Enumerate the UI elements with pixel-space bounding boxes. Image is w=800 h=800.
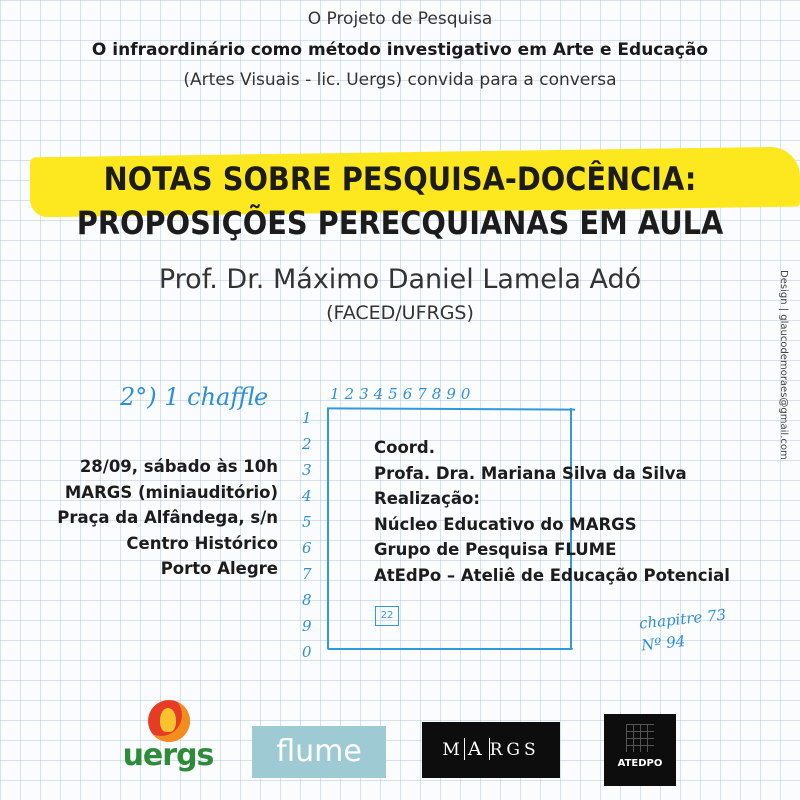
corner-note-line-1: chapitre 73	[638, 605, 727, 633]
margs-letter-a: A	[464, 738, 490, 760]
handwritten-ruler-left	[302, 405, 320, 665]
event-date-time: 28/09, sábado às 10h	[79, 457, 278, 476]
ruler-number: 7	[302, 565, 312, 583]
ruler-number: 1	[302, 409, 312, 427]
event-city: Porto Alegre	[160, 559, 278, 578]
design-credit: Design | glaucodemoraes@gmail.com	[778, 270, 789, 460]
intro-invitation: (Artes Visuais - lic. Uergs) convida para a conversa	[183, 70, 617, 90]
ruler-number: 0	[302, 643, 312, 661]
atedpo-logo	[604, 714, 676, 786]
talk-title-line-1: NOTAS SOBRE PESQUISA-DOCÊNCIA:	[103, 160, 697, 198]
handwritten-note: 2°) 1 chaffle	[120, 383, 269, 411]
coord-label: Coord.	[374, 438, 435, 457]
ruler-number: 6	[302, 539, 312, 557]
uergs-logo	[118, 700, 218, 780]
speaker-name: Prof. Dr. Máximo Daniel Lamela Adó	[158, 264, 642, 295]
event-district: Centro Histórico	[126, 533, 278, 553]
event-info	[57, 454, 278, 582]
talk-title-line-2: PROPOSIÇÕES PERECQUIANAS EM AULA	[76, 204, 724, 242]
ruler-number: 2	[302, 435, 312, 453]
organizer-2: Grupo de Pesquisa FLUME	[374, 540, 617, 559]
atedpo-grid-icon	[626, 724, 654, 752]
handwritten-corner-note	[638, 604, 729, 657]
ruler-number: 9	[302, 617, 312, 635]
handdrawn-mini-square: 22	[375, 606, 399, 626]
realizacao-label: Realização:	[374, 489, 480, 508]
margs-logo	[422, 722, 560, 778]
ruler-number: 5	[302, 513, 312, 531]
uergs-wordmark: uergs	[122, 738, 214, 773]
organizer-1: Núcleo Educativo do MARGS	[374, 514, 637, 534]
uergs-emblem-flame-icon	[160, 708, 176, 732]
project-title: O infraordinário como método investigativo em Arte e Educação	[91, 40, 709, 60]
handwritten-ruler-top: 1234567890	[330, 385, 476, 403]
coord-name: Profa. Dra. Mariana Silva da Silva	[374, 463, 687, 483]
corner-note-line-2: Nº 94	[640, 631, 687, 655]
organizer-3: AtEdPo – Ateliê de Educação Potencial	[374, 565, 730, 585]
event-address: Praça da Alfândega, s/n	[57, 508, 278, 527]
ruler-number: 3	[302, 461, 312, 479]
margs-letters-rgs: RGS	[489, 740, 540, 760]
ruler-number: 8	[302, 591, 312, 609]
speaker-affiliation: (FACED/UFRGS)	[326, 302, 474, 324]
flume-logo: flume	[252, 726, 386, 778]
event-venue: MARGS (miniauditório)	[64, 482, 278, 502]
intro-line: O Projeto de Pesquisa	[307, 9, 493, 29]
atedpo-wordmark: ATEDPO	[617, 758, 663, 769]
credits	[374, 435, 730, 588]
ruler-number: 4	[302, 487, 312, 505]
margs-letter-m: M	[442, 740, 464, 760]
